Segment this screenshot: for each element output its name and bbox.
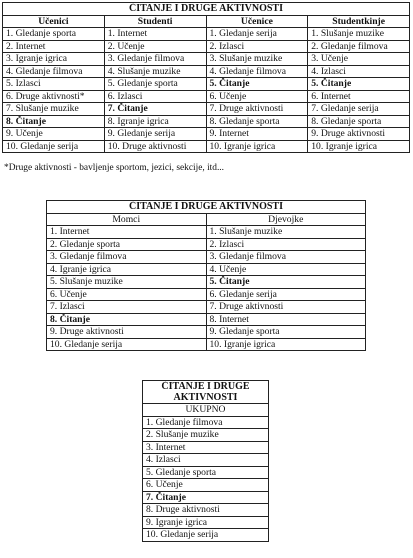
table-cell: 5. Čitanje xyxy=(308,78,410,91)
table-row xyxy=(143,441,269,454)
table-row xyxy=(143,516,269,529)
table-row xyxy=(143,429,269,442)
table-cell: 7. Gledanje serija xyxy=(308,103,410,116)
table-gender xyxy=(46,200,366,351)
table-cell: 9. Internet xyxy=(206,128,308,141)
table-cell: 8. Gledanje sporta xyxy=(308,115,410,128)
table-cell: 7. Izlasci xyxy=(47,301,207,314)
table-cell: 7. Čitanje xyxy=(104,103,206,116)
table-cell: 6. Učenje xyxy=(206,90,308,103)
table-cell: 2. Gledanje sporta xyxy=(47,238,207,251)
table-cell: 8. Igranje igrica xyxy=(104,115,206,128)
table-cell: 3. Gledanje filmova xyxy=(206,251,366,264)
table1-body xyxy=(3,28,410,153)
table-row xyxy=(3,90,410,103)
table-cell: 10. Igranje igrica xyxy=(206,338,366,351)
table-cell: 4. Igranje igrica xyxy=(47,263,207,276)
table3-title: ČITANJE I DRUGE AKTIVNOSTI xyxy=(143,381,269,404)
footnote: *Druge aktivnosti - bavljenje sportom, jezici, sekcije, itd... xyxy=(4,163,224,173)
table-row xyxy=(143,504,269,517)
table-cell: 9. Gledanje serija xyxy=(104,128,206,141)
table-row xyxy=(47,313,366,326)
table-cell: 8. Internet xyxy=(206,313,366,326)
column-header-ukupno: UKUPNO xyxy=(143,404,269,417)
table-row xyxy=(143,479,269,492)
table-cell: 10. Gledanje serija xyxy=(47,338,207,351)
table-cell: 4. Gledanje filmova xyxy=(206,65,308,78)
table-row xyxy=(3,53,410,66)
table-cell: 7. Slušanje muzike xyxy=(3,103,105,116)
table3-body xyxy=(143,416,269,541)
table-cell: 6. Internet xyxy=(308,90,410,103)
table-row xyxy=(47,288,366,301)
table-cell: 1. Gledanje sporta xyxy=(3,28,105,41)
table-cell: 10. Gledanje serija xyxy=(3,140,105,153)
column-header-momci: Momci xyxy=(47,213,207,226)
table-row xyxy=(3,103,410,116)
column-header-djevojke: Djevojke xyxy=(206,213,366,226)
table-cell: 3. Gledanje filmova xyxy=(47,251,207,264)
table-cell: 9. Igranje igrica xyxy=(143,516,269,529)
table-cell: 6. Učenje xyxy=(143,479,269,492)
table-row xyxy=(3,78,410,91)
column-header-studenti: Studenti xyxy=(104,15,206,28)
table-row xyxy=(3,40,410,53)
table-students-by-group xyxy=(2,2,410,153)
table-cell: 3. Igranje igrica xyxy=(3,53,105,66)
table-row xyxy=(47,238,366,251)
table-cell: 3. Učenje xyxy=(308,53,410,66)
table-cell: 4. Učenje xyxy=(206,263,366,276)
table-total xyxy=(142,380,269,542)
table-cell: 5. Gledanje sporta xyxy=(143,466,269,479)
table-cell: 6. Izlasci xyxy=(104,90,206,103)
table-cell: 9. Učenje xyxy=(3,128,105,141)
table-cell: 4. Slušanje muzike xyxy=(104,65,206,78)
column-header-studentkinje: Studentkinje xyxy=(308,15,410,28)
table-cell: 4. Gledanje filmova xyxy=(3,65,105,78)
table-cell: 1. Slušanje muzike xyxy=(206,226,366,239)
table-cell: 10. Gledanje serija xyxy=(143,529,269,542)
table-cell: 5. Čitanje xyxy=(206,276,366,289)
table-cell: 1. Slušanje muzike xyxy=(308,28,410,41)
table-row xyxy=(143,529,269,542)
table-cell: 5. Gledanje sporta xyxy=(104,78,206,91)
table-cell: 2. Slušanje muzike xyxy=(143,429,269,442)
table-cell: 6. Gledanje serija xyxy=(206,288,366,301)
table-row xyxy=(47,276,366,289)
table-cell: 10. Druge aktivnosti xyxy=(104,140,206,153)
table-cell: 3. Internet xyxy=(143,441,269,454)
table-row xyxy=(47,338,366,351)
table-row xyxy=(143,491,269,504)
table-cell: 4. Izlasci xyxy=(143,454,269,467)
table-cell: 2. Internet xyxy=(3,40,105,53)
table-cell: 8. Gledanje sporta xyxy=(206,115,308,128)
table-row xyxy=(143,416,269,429)
table-cell: 3. Slušanje muzike xyxy=(206,53,308,66)
table-cell: 5. Slušanje muzike xyxy=(47,276,207,289)
table-row xyxy=(143,466,269,479)
table-cell: 4. Izlasci xyxy=(308,65,410,78)
table-row xyxy=(47,251,366,264)
table-row xyxy=(47,226,366,239)
table-cell: 1. Internet xyxy=(104,28,206,41)
table-row xyxy=(3,140,410,153)
table-row xyxy=(3,115,410,128)
table-row xyxy=(47,301,366,314)
column-header-ucenici: Učenici xyxy=(3,15,105,28)
table-cell: 8. Čitanje xyxy=(47,313,207,326)
table-cell: 2. Učenje xyxy=(104,40,206,53)
table-cell: 7. Druge aktivnosti xyxy=(206,301,366,314)
table-cell: 10. Igranje igrica xyxy=(308,140,410,153)
table-row xyxy=(47,326,366,339)
table-cell: 2. Gledanje filmova xyxy=(308,40,410,53)
table1-title: ČITANJE I DRUGE AKTIVNOSTI xyxy=(3,3,410,16)
table-cell: 9. Druge aktivnosti xyxy=(47,326,207,339)
table-cell: 2. Izlasci xyxy=(206,40,308,53)
column-header-ucenice: Učenice xyxy=(206,15,308,28)
table-cell: 9. Gledanje sporta xyxy=(206,326,366,339)
table-cell: 9. Druge aktivnosti xyxy=(308,128,410,141)
table-cell: 5. Čitanje xyxy=(206,78,308,91)
table-row xyxy=(143,454,269,467)
table-cell: 5. Izlasci xyxy=(3,78,105,91)
table-cell: 6. Druge aktivnosti* xyxy=(3,90,105,103)
table-cell: 1. Gledanje serija xyxy=(206,28,308,41)
table-cell: 7. Čitanje xyxy=(143,491,269,504)
table-cell: 7. Druge aktivnosti xyxy=(206,103,308,116)
table-cell: 1. Internet xyxy=(47,226,207,239)
table-row xyxy=(3,65,410,78)
table-cell: 8. Čitanje xyxy=(3,115,105,128)
table2-title: ČITANJE I DRUGE AKTIVNOSTI xyxy=(47,201,366,214)
table-cell: 2. Izlasci xyxy=(206,238,366,251)
table2-body xyxy=(47,226,366,351)
table-cell: 1. Gledanje filmova xyxy=(143,416,269,429)
table-cell: 8. Druge aktivnosti xyxy=(143,504,269,517)
table-cell: 10. Igranje igrica xyxy=(206,140,308,153)
table-cell: 3. Gledanje filmova xyxy=(104,53,206,66)
table-row xyxy=(3,28,410,41)
table-row xyxy=(3,128,410,141)
table-row xyxy=(47,263,366,276)
table-cell: 6. Učenje xyxy=(47,288,207,301)
